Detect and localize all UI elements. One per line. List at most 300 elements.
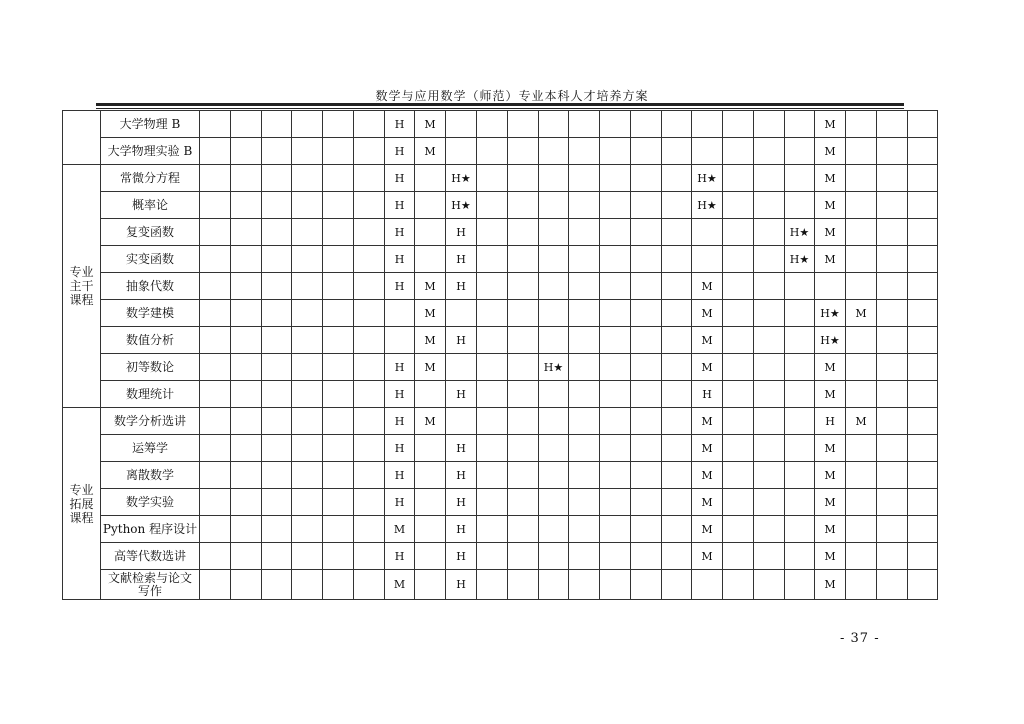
requirement-cell: [231, 192, 262, 219]
requirement-cell: [292, 246, 323, 273]
requirement-cell: [631, 327, 662, 354]
requirement-cell: [662, 543, 692, 570]
requirement-cell: [231, 462, 262, 489]
course-requirement-matrix: [62, 110, 938, 600]
table-row: [63, 516, 938, 543]
requirement-cell: M: [692, 300, 723, 327]
requirement-cell: [323, 165, 354, 192]
requirement-cell: [569, 111, 600, 138]
requirement-cell: [908, 300, 938, 327]
requirement-cell: [631, 138, 662, 165]
requirement-cell: [477, 435, 508, 462]
requirement-cell: [323, 381, 354, 408]
requirement-cell: [569, 381, 600, 408]
requirement-cell: [231, 516, 262, 543]
requirement-cell: [600, 435, 631, 462]
requirement-cell: [631, 273, 662, 300]
requirement-cell: M: [815, 381, 846, 408]
requirement-cell: [662, 354, 692, 381]
requirement-cell: [231, 408, 262, 435]
course-name-cell: 概率论: [101, 192, 200, 219]
requirement-cell: [508, 408, 539, 435]
requirement-cell: [200, 381, 231, 408]
requirement-cell: H★: [446, 192, 477, 219]
requirement-cell: [785, 489, 815, 516]
requirement-cell: [262, 435, 292, 462]
requirement-cell: [200, 192, 231, 219]
requirement-cell: [539, 192, 569, 219]
requirement-cell: H: [385, 435, 415, 462]
requirement-cell: [631, 219, 662, 246]
requirement-cell: [754, 192, 785, 219]
requirement-cell: [785, 192, 815, 219]
requirement-cell: [292, 300, 323, 327]
requirement-cell: [508, 489, 539, 516]
table-row: [63, 273, 938, 300]
requirement-cell: [908, 543, 938, 570]
requirement-cell: [354, 273, 385, 300]
requirement-cell: [785, 138, 815, 165]
requirement-cell: [262, 408, 292, 435]
requirement-cell: [785, 408, 815, 435]
requirement-cell: [785, 570, 815, 600]
requirement-cell: [785, 300, 815, 327]
requirement-cell: [754, 489, 785, 516]
requirement-cell: [415, 489, 446, 516]
requirement-cell: [754, 165, 785, 192]
requirement-cell: [631, 354, 662, 381]
requirement-cell: [662, 408, 692, 435]
requirement-cell: [354, 435, 385, 462]
requirement-cell: [446, 354, 477, 381]
requirement-cell: [508, 111, 539, 138]
requirement-cell: [539, 300, 569, 327]
requirement-cell: [354, 138, 385, 165]
requirement-cell: [600, 543, 631, 570]
requirement-cell: [231, 138, 262, 165]
requirement-cell: [569, 300, 600, 327]
requirement-cell: H: [446, 516, 477, 543]
table-row: [63, 327, 938, 354]
requirement-cell: [692, 138, 723, 165]
requirement-cell: [200, 246, 231, 273]
requirement-cell: [200, 408, 231, 435]
requirement-cell: M: [415, 300, 446, 327]
requirement-cell: H: [385, 138, 415, 165]
requirement-cell: [231, 246, 262, 273]
requirement-cell: M: [415, 408, 446, 435]
requirement-cell: [323, 246, 354, 273]
requirement-cell: [446, 408, 477, 435]
requirement-cell: [600, 111, 631, 138]
requirement-cell: [508, 570, 539, 600]
requirement-cell: [908, 516, 938, 543]
requirement-cell: [754, 570, 785, 600]
requirement-cell: M: [815, 462, 846, 489]
requirement-cell: [477, 570, 508, 600]
requirement-cell: [539, 516, 569, 543]
requirement-cell: [754, 354, 785, 381]
requirement-cell: [569, 489, 600, 516]
requirement-cell: [877, 273, 908, 300]
requirement-cell: [877, 300, 908, 327]
requirement-cell: [539, 138, 569, 165]
requirement-cell: [508, 192, 539, 219]
table-row: [63, 381, 938, 408]
requirement-cell: [477, 462, 508, 489]
requirement-cell: [723, 219, 754, 246]
requirement-cell: [508, 435, 539, 462]
requirement-cell: [415, 543, 446, 570]
requirement-cell: [477, 273, 508, 300]
requirement-cell: [323, 489, 354, 516]
requirement-cell: [323, 327, 354, 354]
requirement-cell: M: [415, 354, 446, 381]
requirement-cell: [908, 435, 938, 462]
requirement-cell: [846, 192, 877, 219]
requirement-cell: [877, 543, 908, 570]
requirement-cell: H★: [785, 246, 815, 273]
requirement-cell: [415, 165, 446, 192]
requirement-cell: [200, 462, 231, 489]
requirement-cell: [846, 543, 877, 570]
requirement-cell: [723, 435, 754, 462]
requirement-cell: H: [446, 327, 477, 354]
requirement-cell: [262, 489, 292, 516]
table-row: [63, 570, 938, 600]
requirement-cell: [231, 273, 262, 300]
table-row: [63, 408, 938, 435]
requirement-cell: [200, 273, 231, 300]
requirement-cell: M: [692, 354, 723, 381]
requirement-cell: [569, 327, 600, 354]
requirement-cell: [569, 516, 600, 543]
requirement-cell: M: [815, 516, 846, 543]
course-name-cell: 数学实验: [101, 489, 200, 516]
requirement-cell: [415, 462, 446, 489]
requirement-cell: [415, 570, 446, 600]
requirement-cell: [292, 219, 323, 246]
requirement-cell: [323, 219, 354, 246]
requirement-cell: M: [815, 111, 846, 138]
requirement-cell: [846, 381, 877, 408]
requirement-cell: H: [446, 462, 477, 489]
requirement-cell: [600, 192, 631, 219]
course-name-cell: 抽象代数: [101, 273, 200, 300]
requirement-cell: [262, 246, 292, 273]
requirement-cell: [354, 543, 385, 570]
requirement-cell: [600, 219, 631, 246]
requirement-cell: H★: [692, 192, 723, 219]
header-rule-thin: [96, 108, 904, 109]
requirement-cell: [815, 273, 846, 300]
requirement-cell: [200, 543, 231, 570]
requirement-cell: [723, 516, 754, 543]
course-name-cell: 数值分析: [101, 327, 200, 354]
requirement-cell: [785, 273, 815, 300]
requirement-cell: [692, 111, 723, 138]
requirement-cell: [631, 516, 662, 543]
requirement-cell: [631, 435, 662, 462]
requirement-cell: [785, 462, 815, 489]
requirement-cell: [292, 327, 323, 354]
requirement-cell: [785, 354, 815, 381]
requirement-cell: M: [815, 543, 846, 570]
requirement-cell: [569, 138, 600, 165]
requirement-cell: [262, 462, 292, 489]
course-name-cell: 大学物理 B: [101, 111, 200, 138]
requirement-cell: [200, 300, 231, 327]
requirement-cell: [292, 354, 323, 381]
requirement-cell: [354, 219, 385, 246]
requirement-cell: [723, 138, 754, 165]
requirement-cell: [723, 165, 754, 192]
requirement-cell: [508, 300, 539, 327]
requirement-cell: [569, 246, 600, 273]
requirement-cell: [662, 489, 692, 516]
requirement-cell: [262, 516, 292, 543]
requirement-cell: [354, 165, 385, 192]
requirement-cell: M: [692, 408, 723, 435]
course-name-cell: 文献检索与论文 写作: [101, 570, 200, 600]
requirement-cell: [539, 381, 569, 408]
requirement-cell: H★: [815, 300, 846, 327]
requirement-cell: [908, 381, 938, 408]
requirement-cell: [846, 462, 877, 489]
requirement-cell: [908, 408, 938, 435]
requirement-cell: [846, 516, 877, 543]
table-row: [63, 111, 938, 138]
requirement-cell: [200, 165, 231, 192]
requirement-cell: [477, 219, 508, 246]
requirement-cell: [292, 111, 323, 138]
requirement-cell: [662, 516, 692, 543]
requirement-cell: M: [385, 570, 415, 600]
requirement-cell: [631, 570, 662, 600]
requirement-cell: [631, 300, 662, 327]
requirement-cell: H: [385, 219, 415, 246]
requirement-cell: H: [815, 408, 846, 435]
requirement-cell: [354, 489, 385, 516]
table-row: [63, 165, 938, 192]
requirement-cell: [785, 516, 815, 543]
course-name-cell: 初等数论: [101, 354, 200, 381]
requirement-cell: [477, 165, 508, 192]
requirement-cell: [662, 165, 692, 192]
requirement-cell: [231, 219, 262, 246]
requirement-cell: [415, 192, 446, 219]
requirement-cell: [539, 111, 569, 138]
requirement-cell: [877, 354, 908, 381]
requirement-cell: [385, 327, 415, 354]
requirement-cell: [292, 570, 323, 600]
requirement-cell: [477, 408, 508, 435]
requirement-cell: [569, 408, 600, 435]
course-name-cell: 数理统计: [101, 381, 200, 408]
requirement-cell: [600, 354, 631, 381]
requirement-cell: [292, 138, 323, 165]
requirement-cell: [231, 354, 262, 381]
requirement-cell: H: [446, 246, 477, 273]
requirement-cell: [877, 192, 908, 219]
requirement-cell: [508, 165, 539, 192]
requirement-cell: M: [692, 543, 723, 570]
requirement-cell: H★: [539, 354, 569, 381]
requirement-cell: [231, 435, 262, 462]
requirement-cell: [569, 273, 600, 300]
requirement-cell: [631, 381, 662, 408]
table-row: [63, 354, 938, 381]
requirement-cell: [877, 111, 908, 138]
requirement-cell: M: [692, 435, 723, 462]
requirement-cell: M: [692, 327, 723, 354]
requirement-cell: [785, 435, 815, 462]
requirement-cell: [385, 300, 415, 327]
requirement-cell: [723, 543, 754, 570]
requirement-cell: M: [815, 192, 846, 219]
requirement-cell: M: [415, 138, 446, 165]
header-rule-thick: [96, 103, 904, 106]
requirement-cell: [846, 489, 877, 516]
requirement-cell: [692, 219, 723, 246]
requirement-cell: [662, 138, 692, 165]
requirement-cell: H: [446, 489, 477, 516]
requirement-cell: H: [385, 462, 415, 489]
requirement-cell: H: [446, 543, 477, 570]
requirement-cell: [569, 192, 600, 219]
requirement-cell: [415, 516, 446, 543]
requirement-cell: [477, 489, 508, 516]
requirement-cell: [662, 246, 692, 273]
requirement-cell: [508, 327, 539, 354]
table-row: [63, 246, 938, 273]
requirement-cell: [539, 435, 569, 462]
requirement-cell: [723, 408, 754, 435]
requirement-cell: [877, 246, 908, 273]
requirement-cell: M: [415, 111, 446, 138]
requirement-cell: [908, 570, 938, 600]
requirement-cell: [754, 408, 785, 435]
requirement-cell: [754, 516, 785, 543]
requirement-cell: [754, 462, 785, 489]
requirement-cell: [292, 165, 323, 192]
requirement-cell: [600, 300, 631, 327]
requirement-cell: [539, 165, 569, 192]
requirement-cell: [723, 489, 754, 516]
course-name-cell: 实变函数: [101, 246, 200, 273]
requirement-cell: [539, 489, 569, 516]
requirement-cell: [754, 138, 785, 165]
requirement-cell: H: [385, 111, 415, 138]
requirement-cell: [415, 246, 446, 273]
course-group-cell: [63, 111, 101, 165]
requirement-cell: M: [692, 489, 723, 516]
course-group-label: 专业 主干 课程: [63, 165, 101, 408]
requirement-cell: H★: [785, 219, 815, 246]
requirement-cell: [446, 138, 477, 165]
requirement-cell: H★: [692, 165, 723, 192]
requirement-cell: [415, 219, 446, 246]
requirement-cell: H: [385, 354, 415, 381]
requirement-cell: [262, 327, 292, 354]
requirement-cell: [754, 327, 785, 354]
requirement-cell: M: [815, 219, 846, 246]
requirement-cell: [292, 408, 323, 435]
requirement-cell: [292, 462, 323, 489]
requirement-cell: [754, 219, 785, 246]
requirement-cell: [231, 300, 262, 327]
requirement-cell: [292, 435, 323, 462]
requirement-cell: [600, 489, 631, 516]
requirement-cell: [662, 435, 692, 462]
requirement-cell: [846, 273, 877, 300]
requirement-cell: [877, 165, 908, 192]
requirement-cell: [262, 273, 292, 300]
requirement-cell: M: [692, 516, 723, 543]
course-name-cell: 高等代数选讲: [101, 543, 200, 570]
requirement-cell: H: [446, 435, 477, 462]
requirement-cell: [292, 192, 323, 219]
requirement-cell: H: [385, 273, 415, 300]
requirement-cell: [877, 138, 908, 165]
requirement-cell: H: [446, 381, 477, 408]
course-group-label: 专业 拓展 课程: [63, 408, 101, 600]
page-number: - 37 -: [840, 631, 880, 646]
requirement-cell: [908, 327, 938, 354]
requirement-cell: [662, 300, 692, 327]
table-row: [63, 138, 938, 165]
requirement-cell: [323, 435, 354, 462]
requirement-cell: [231, 570, 262, 600]
requirement-cell: [908, 111, 938, 138]
requirement-cell: [508, 543, 539, 570]
requirement-cell: [723, 246, 754, 273]
requirement-cell: [477, 327, 508, 354]
requirement-cell: [569, 543, 600, 570]
requirement-cell: [877, 462, 908, 489]
requirement-cell: [323, 408, 354, 435]
requirement-cell: M: [692, 273, 723, 300]
requirement-cell: H: [446, 273, 477, 300]
requirement-cell: M: [815, 570, 846, 600]
requirement-cell: M: [815, 354, 846, 381]
requirement-cell: [231, 111, 262, 138]
requirement-cell: [754, 300, 785, 327]
requirement-cell: [415, 435, 446, 462]
requirement-cell: [292, 273, 323, 300]
requirement-cell: [754, 435, 785, 462]
requirement-cell: [723, 327, 754, 354]
requirement-cell: M: [415, 273, 446, 300]
table-row: [63, 219, 938, 246]
requirement-cell: [539, 219, 569, 246]
requirement-cell: [785, 165, 815, 192]
requirement-cell: [662, 219, 692, 246]
requirement-cell: M: [415, 327, 446, 354]
requirement-cell: [631, 246, 662, 273]
requirement-cell: [200, 489, 231, 516]
requirement-cell: [292, 516, 323, 543]
requirement-cell: [754, 273, 785, 300]
requirement-cell: [908, 192, 938, 219]
requirement-cell: [754, 381, 785, 408]
requirement-cell: [600, 516, 631, 543]
requirement-cell: [569, 219, 600, 246]
requirement-cell: [785, 327, 815, 354]
course-name-cell: 复变函数: [101, 219, 200, 246]
course-name-cell: 大学物理实验 B: [101, 138, 200, 165]
requirement-cell: [200, 516, 231, 543]
